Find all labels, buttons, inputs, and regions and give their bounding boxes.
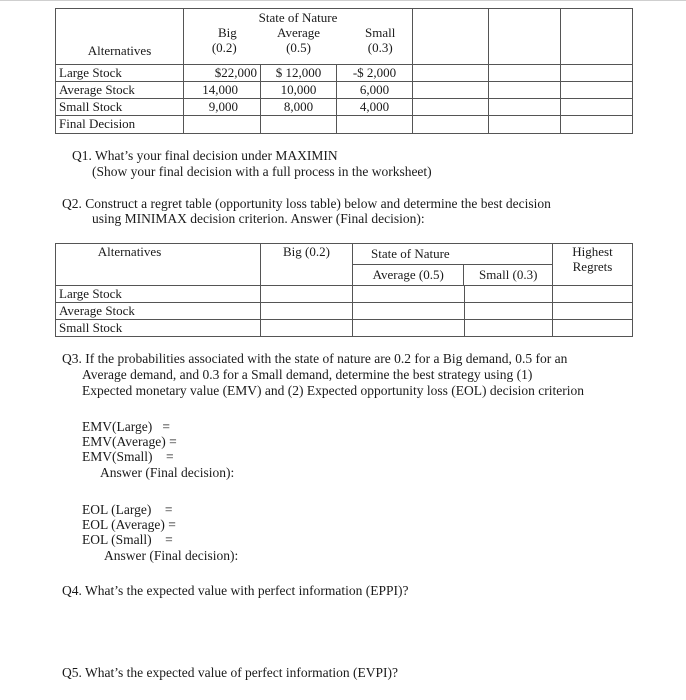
state-of-nature-label: State of Nature (371, 246, 450, 261)
average-label: Average (277, 25, 321, 40)
state-header-cell (184, 9, 413, 65)
empty-cell (561, 99, 633, 116)
state-header-cell (353, 244, 553, 286)
q3-question-line2: Average demand, and 0.3 for a Small demand, determine the best strategy using (1) (82, 367, 533, 382)
row-label: Average Stock (56, 82, 184, 99)
regret-cell (261, 320, 353, 337)
empty-cell (561, 9, 633, 65)
row-label: Large Stock (56, 65, 184, 82)
eol-small: EOL (Small) = (82, 532, 173, 547)
regret-cell (261, 286, 353, 303)
small-label: Small (365, 25, 396, 40)
empty-cell (489, 116, 561, 134)
average-header (261, 25, 337, 55)
big-prob: (0.2) (211, 40, 237, 55)
q5-question: Q5. What’s the expected value of perfect information (EVPI)? (62, 665, 398, 680)
eol-answer: Answer (Final decision): (104, 548, 239, 563)
row-label: Large Stock (56, 286, 261, 303)
alternatives-header-cell (56, 9, 184, 65)
regret-cell (353, 320, 465, 337)
q3-question-line3: Expected monetary value (EMV) and (2) Expected opportunity loss (EOL) decision criterion (82, 383, 584, 398)
regret-cell (553, 320, 633, 337)
empty-cell (489, 65, 561, 82)
q4-question: Q4. What’s the expected value with perfect information (EPPI)? (62, 583, 409, 598)
row-label: Average Stock (56, 303, 261, 320)
table-row (56, 65, 633, 82)
eol-large: EOL (Large) = (82, 502, 173, 517)
payoff-cell: 8,000 (261, 99, 337, 116)
row-label: Small Stock (56, 320, 261, 337)
state-of-nature-label: State of Nature (258, 10, 338, 25)
top-rule (0, 0, 686, 1)
big-header: Big (0.2) (261, 244, 353, 286)
table-row (56, 320, 633, 337)
payoff-cell: $ 12,000 (261, 65, 337, 82)
final-decision-cell (337, 116, 413, 134)
empty-cell (413, 99, 489, 116)
row-label: Small Stock (56, 99, 184, 116)
q2-question: Q2. Construct a regret table (opportunity loss table) below and determine the best decision (62, 196, 551, 211)
empty-cell (413, 65, 489, 82)
table-row (56, 99, 633, 116)
q1-instruction: (Show your final decision with a full process in the worksheet) (92, 164, 432, 179)
emv-average: EMV(Average) = (82, 434, 177, 449)
alternatives-header: Alternatives (56, 244, 261, 286)
empty-cell (561, 116, 633, 134)
row-label: Final Decision (56, 116, 184, 134)
empty-cell (561, 65, 633, 82)
highest-regrets-header (553, 244, 633, 286)
big-label: Big (217, 25, 237, 40)
regret-cell (465, 320, 553, 337)
big-header (184, 25, 261, 55)
regret-cell (353, 286, 465, 303)
payoff-table (55, 8, 633, 134)
final-decision-cell (261, 116, 337, 134)
q3-question-line1: Q3. If the probabilities associated with the state of nature are 0.2 for a Big demand, 0.5 for an (62, 351, 568, 366)
regret-cell (465, 303, 553, 320)
regret-cell (465, 286, 553, 303)
small-prob: (0.3) (367, 40, 393, 55)
q2-instruction: using MINIMAX decision criterion. Answer (Final decision): (92, 211, 425, 226)
regret-cell (553, 303, 633, 320)
emv-answer: Answer (Final decision): (100, 465, 235, 480)
empty-cell (413, 82, 489, 99)
payoff-cell: 14,000 (184, 82, 261, 99)
regret-table (55, 243, 633, 337)
regrets-label: Regrets (572, 259, 613, 274)
small-header: Small (0.3) (478, 267, 538, 282)
payoff-cell: $22,000 (184, 65, 261, 82)
alternatives-header: Alternatives (87, 43, 152, 58)
final-decision-cell (184, 116, 261, 134)
table-row (56, 116, 633, 134)
regret-cell (261, 303, 353, 320)
average-header: Average (0.5) (353, 265, 464, 285)
table-row (56, 303, 633, 320)
empty-cell (489, 99, 561, 116)
empty-cell (561, 82, 633, 99)
empty-cell (489, 9, 561, 65)
small-header (336, 25, 412, 55)
payoff-cell: 10,000 (261, 82, 337, 99)
empty-cell (489, 82, 561, 99)
table-row (56, 286, 633, 303)
empty-cell (413, 116, 489, 134)
average-prob: (0.5) (286, 40, 311, 55)
highest-label: Highest (572, 244, 613, 259)
table-row (56, 82, 633, 99)
q1-question: Q1. What’s your final decision under MAXIMIN (72, 148, 338, 163)
payoff-cell: 4,000 (337, 99, 413, 116)
payoff-cell: -$ 2,000 (337, 65, 413, 82)
eol-average: EOL (Average) = (82, 517, 176, 532)
empty-cell (413, 9, 489, 65)
regret-cell (353, 303, 465, 320)
payoff-cell: 9,000 (184, 99, 261, 116)
emv-small: EMV(Small) = (82, 449, 174, 464)
regret-cell (553, 286, 633, 303)
emv-large: EMV(Large) = (82, 419, 170, 434)
payoff-cell: 6,000 (337, 82, 413, 99)
